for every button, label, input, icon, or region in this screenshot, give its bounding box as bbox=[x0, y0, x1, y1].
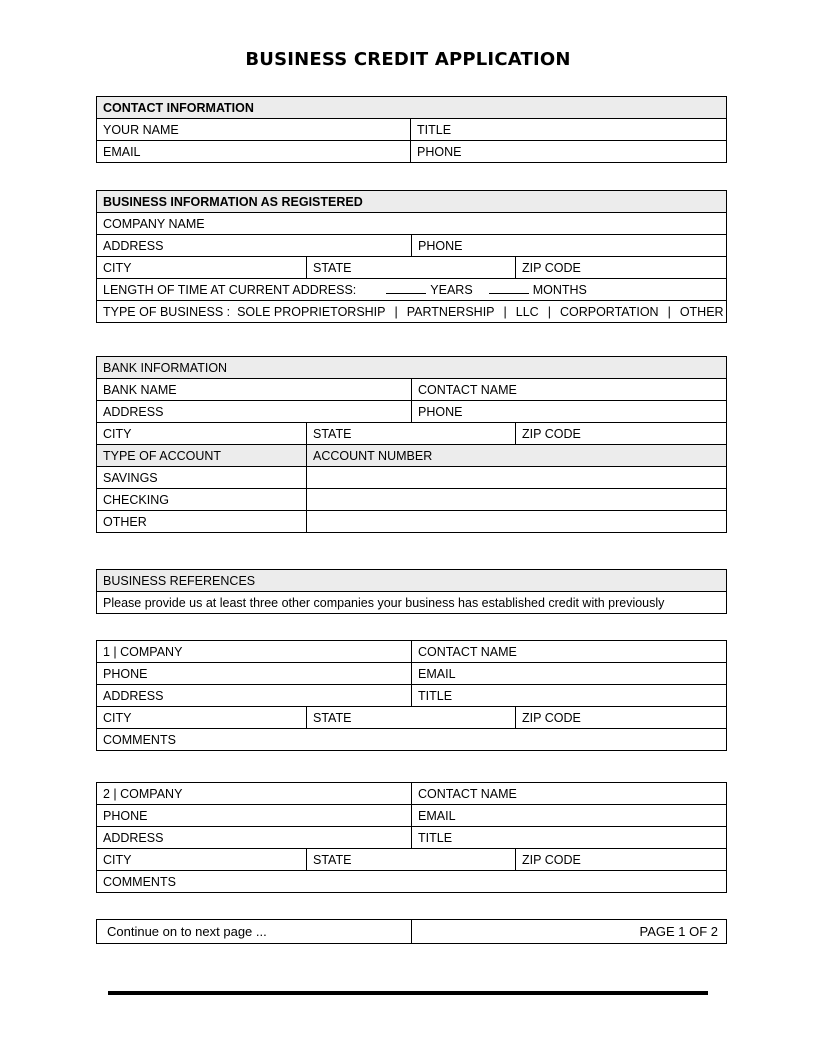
ref2-zip-field[interactable]: ZIP CODE bbox=[516, 849, 727, 871]
footer-table bbox=[96, 919, 727, 944]
length-of-time-row bbox=[97, 279, 727, 301]
page-number: PAGE 1 OF 2 bbox=[412, 920, 727, 944]
checking-label: CHECKING bbox=[97, 489, 307, 511]
business-references-header: BUSINESS REFERENCES bbox=[97, 570, 727, 592]
other-account-label: OTHER bbox=[97, 511, 307, 533]
company-name-field[interactable]: COMPANY NAME bbox=[97, 213, 727, 235]
bank-zip-field[interactable]: ZIP CODE bbox=[516, 423, 727, 445]
ref2-contact-name-field[interactable]: CONTACT NAME bbox=[412, 783, 727, 805]
ref1-company-field[interactable]: 1 | COMPANY bbox=[97, 641, 412, 663]
separator: | bbox=[394, 304, 398, 319]
savings-account-number-field[interactable] bbox=[307, 467, 727, 489]
email-field[interactable]: EMAIL bbox=[97, 141, 411, 163]
separator: | bbox=[547, 304, 551, 319]
title-field[interactable]: TITLE bbox=[411, 119, 727, 141]
business-state-field[interactable]: STATE bbox=[307, 257, 516, 279]
reference-1-table bbox=[96, 640, 727, 751]
length-of-time-label: LENGTH OF TIME AT CURRENT ADDRESS: bbox=[103, 283, 357, 297]
phone-field[interactable]: PHONE bbox=[411, 141, 727, 163]
option-sole-proprietorship[interactable]: SOLE PROPRIETORSHIP bbox=[237, 304, 386, 319]
checking-account-number-field[interactable] bbox=[307, 489, 727, 511]
months-blank[interactable] bbox=[489, 282, 529, 294]
ref2-title-field[interactable]: TITLE bbox=[412, 827, 727, 849]
option-corporation[interactable]: CORPORTATION bbox=[559, 304, 659, 319]
business-information-table bbox=[96, 190, 727, 323]
ref1-email-field[interactable]: EMAIL bbox=[412, 663, 727, 685]
other-account-number-field[interactable] bbox=[307, 511, 727, 533]
ref2-address-field[interactable]: ADDRESS bbox=[97, 827, 412, 849]
type-of-account-header: TYPE OF ACCOUNT bbox=[97, 445, 307, 467]
bank-information-table bbox=[96, 356, 727, 533]
bank-state-field[interactable]: STATE bbox=[307, 423, 516, 445]
business-zip-field[interactable]: ZIP CODE bbox=[516, 257, 727, 279]
months-label: MONTHS bbox=[532, 283, 587, 297]
bank-city-field[interactable]: CITY bbox=[97, 423, 307, 445]
type-of-business-label: TYPE OF BUSINESS : bbox=[103, 304, 231, 319]
business-references-table bbox=[96, 569, 727, 614]
years-label: YEARS bbox=[430, 283, 473, 297]
page-title: BUSINESS CREDIT APPLICATION bbox=[245, 49, 571, 70]
ref1-city-field[interactable]: CITY bbox=[97, 707, 307, 729]
separator: | bbox=[667, 304, 671, 319]
bottom-rule bbox=[108, 991, 708, 995]
contact-information-header: CONTACT INFORMATION bbox=[97, 97, 727, 119]
ref2-company-field[interactable]: 2 | COMPANY bbox=[97, 783, 412, 805]
years-blank[interactable] bbox=[386, 282, 426, 294]
your-name-field[interactable]: YOUR NAME bbox=[97, 119, 411, 141]
ref1-contact-name-field[interactable]: CONTACT NAME bbox=[412, 641, 727, 663]
references-instructions: Please provide us at least three other companies your business has established credit with previously bbox=[97, 592, 727, 614]
contact-information-table bbox=[96, 96, 727, 163]
ref2-email-field[interactable]: EMAIL bbox=[412, 805, 727, 827]
reference-2-table bbox=[96, 782, 727, 893]
ref2-city-field[interactable]: CITY bbox=[97, 849, 307, 871]
ref1-phone-field[interactable]: PHONE bbox=[97, 663, 412, 685]
bank-name-field[interactable]: BANK NAME bbox=[97, 379, 412, 401]
account-number-header: ACCOUNT NUMBER bbox=[307, 445, 727, 467]
ref1-comments-field[interactable]: COMMENTS bbox=[97, 729, 727, 751]
business-phone-field[interactable]: PHONE bbox=[412, 235, 727, 257]
bank-phone-field[interactable]: PHONE bbox=[412, 401, 727, 423]
business-information-header: BUSINESS INFORMATION AS REGISTERED bbox=[97, 191, 727, 213]
option-other[interactable]: OTHER bbox=[679, 304, 724, 319]
business-address-field[interactable]: ADDRESS bbox=[97, 235, 412, 257]
separator: | bbox=[503, 304, 507, 319]
ref1-address-field[interactable]: ADDRESS bbox=[97, 685, 412, 707]
bank-address-field[interactable]: ADDRESS bbox=[97, 401, 412, 423]
ref2-phone-field[interactable]: PHONE bbox=[97, 805, 412, 827]
ref1-state-field[interactable]: STATE bbox=[307, 707, 516, 729]
business-city-field[interactable]: CITY bbox=[97, 257, 307, 279]
ref1-zip-field[interactable]: ZIP CODE bbox=[516, 707, 727, 729]
type-of-business-row bbox=[97, 301, 727, 323]
bank-contact-name-field[interactable]: CONTACT NAME bbox=[412, 379, 727, 401]
savings-label: SAVINGS bbox=[97, 467, 307, 489]
ref2-comments-field[interactable]: COMMENTS bbox=[97, 871, 727, 893]
bank-information-header: BANK INFORMATION bbox=[97, 357, 727, 379]
continue-note: Continue on to next page ... bbox=[97, 920, 412, 944]
ref1-title-field[interactable]: TITLE bbox=[412, 685, 727, 707]
ref2-state-field[interactable]: STATE bbox=[307, 849, 516, 871]
option-partnership[interactable]: PARTNERSHIP bbox=[406, 304, 495, 319]
option-llc[interactable]: LLC bbox=[515, 304, 539, 319]
